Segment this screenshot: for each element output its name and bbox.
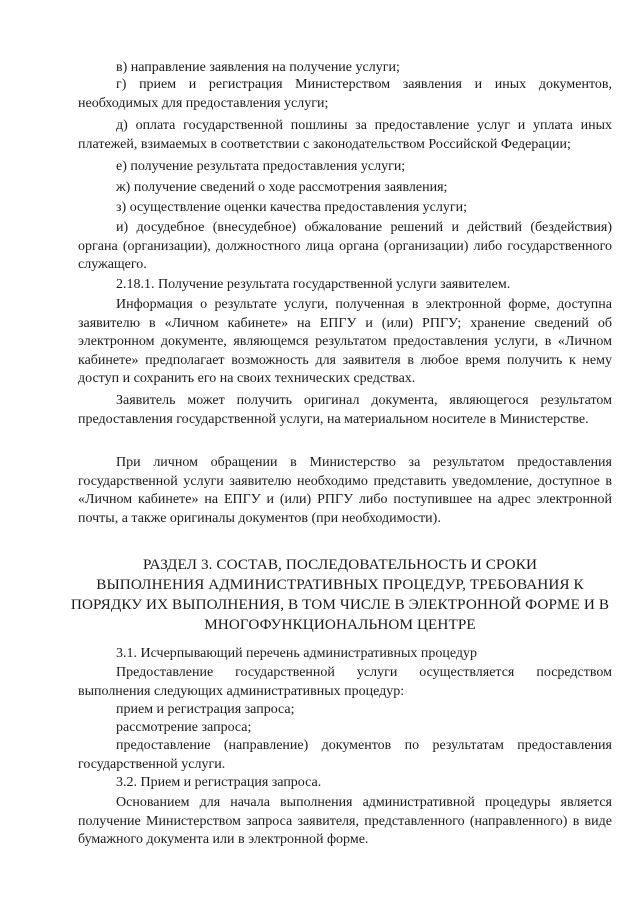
procedure-item: прием и регистрация запроса;	[116, 702, 295, 717]
paragraph-result-info: Информация о результате услуги, полученная в электронной форме, доступна заявителю в «Личном кабинете» на ЕПГУ и (или) РПГУ; хранение сведений об электронном документе, являющемся результатом предоставления услуги, в «Личном кабинете» предполагает возможность для заявителя в любое время получить к нему доступ и сохранить его на своих технических средствах.	[78, 297, 612, 387]
paragraph-personal-visit: При личном обращении в Министерство за результатом предоставления государственной услуги заявителю необходимо представить уведомление, доступное в «Личном кабинете» на ЕПГУ и (или) РПГУ либо поступившее на адрес электронной почты, а также оригиналы документов (при необходимости).	[78, 455, 612, 526]
list-item-v: в) направление заявления на получение услуги;	[116, 60, 400, 75]
list-item-e: е) получение результата предоставления услуги;	[116, 159, 406, 174]
section-3-heading-line: ПОРЯДКУ ИХ ВЫПОЛНЕНИЯ, В ТОМ ЧИСЛЕ В ЭЛЕКТРОННОЙ ФОРМЕ И В	[70, 596, 610, 613]
paragraph-procedure-basis: Основанием для начала выполнения административной процедуры является получение Министерством запроса заявителя, представленного (направленного) в виде бумажного документа или в электронной форме.	[78, 795, 612, 848]
section-3-heading-line: РАЗДЕЛ 3. СОСТАВ, ПОСЛЕДОВАТЕЛЬНОСТЬ И СРОКИ	[142, 556, 538, 573]
paragraph-procedures-intro: Предоставление государственной услуги осуществляется посредством выполнения следующих административных процедур:	[78, 665, 612, 699]
section-3-1-title: 3.1. Исчерпывающий перечень административных процедур	[116, 646, 478, 661]
section-3-heading-line: МНОГОФУНКЦИОНАЛЬНОМ ЦЕНТРЕ	[204, 616, 476, 633]
procedure-item: предоставление (направление) документов по результатам предоставления государственной услуги.	[78, 738, 612, 772]
section-3-heading-line: ВЫПОЛНЕНИЯ АДМИНИСТРАТИВНЫХ ПРОЦЕДУР, ТРЕБОВАНИЯ К	[96, 576, 584, 593]
list-item-g: г) прием и регистрация Министерством заявления и иных документов, необходимых для предоставления услуги;	[78, 77, 612, 111]
list-item-z: з) осуществление оценки качества предоставления услуги;	[116, 200, 467, 215]
procedure-item: рассмотрение запроса;	[116, 720, 252, 735]
paragraph-original-document: Заявитель может получить оригинал документа, являющегося результатом предоставления государственной услуги, на материальном носителе в Министерстве.	[78, 393, 612, 427]
section-3-heading	[60, 555, 620, 635]
section-3-2-title: 3.2. Прием и регистрация запроса.	[116, 775, 322, 790]
list-item-d: д) оплата государственной пошлины за предоставление услуг и уплата иных платежей, взимаемых в соответствии с законодательством Российской Федерации;	[78, 118, 612, 152]
list-item-i: и) досудебное (внесудебное) обжалование решений и действий (бездействия) органа (организации), должностного лица органа (организации) либо государственного служащего.	[78, 220, 612, 273]
list-item-zh: ж) получение сведений о ходе рассмотрения заявления;	[116, 180, 448, 195]
section-2-18-1-title: 2.18.1. Получение результата государственной услуги заявителем.	[116, 277, 511, 292]
